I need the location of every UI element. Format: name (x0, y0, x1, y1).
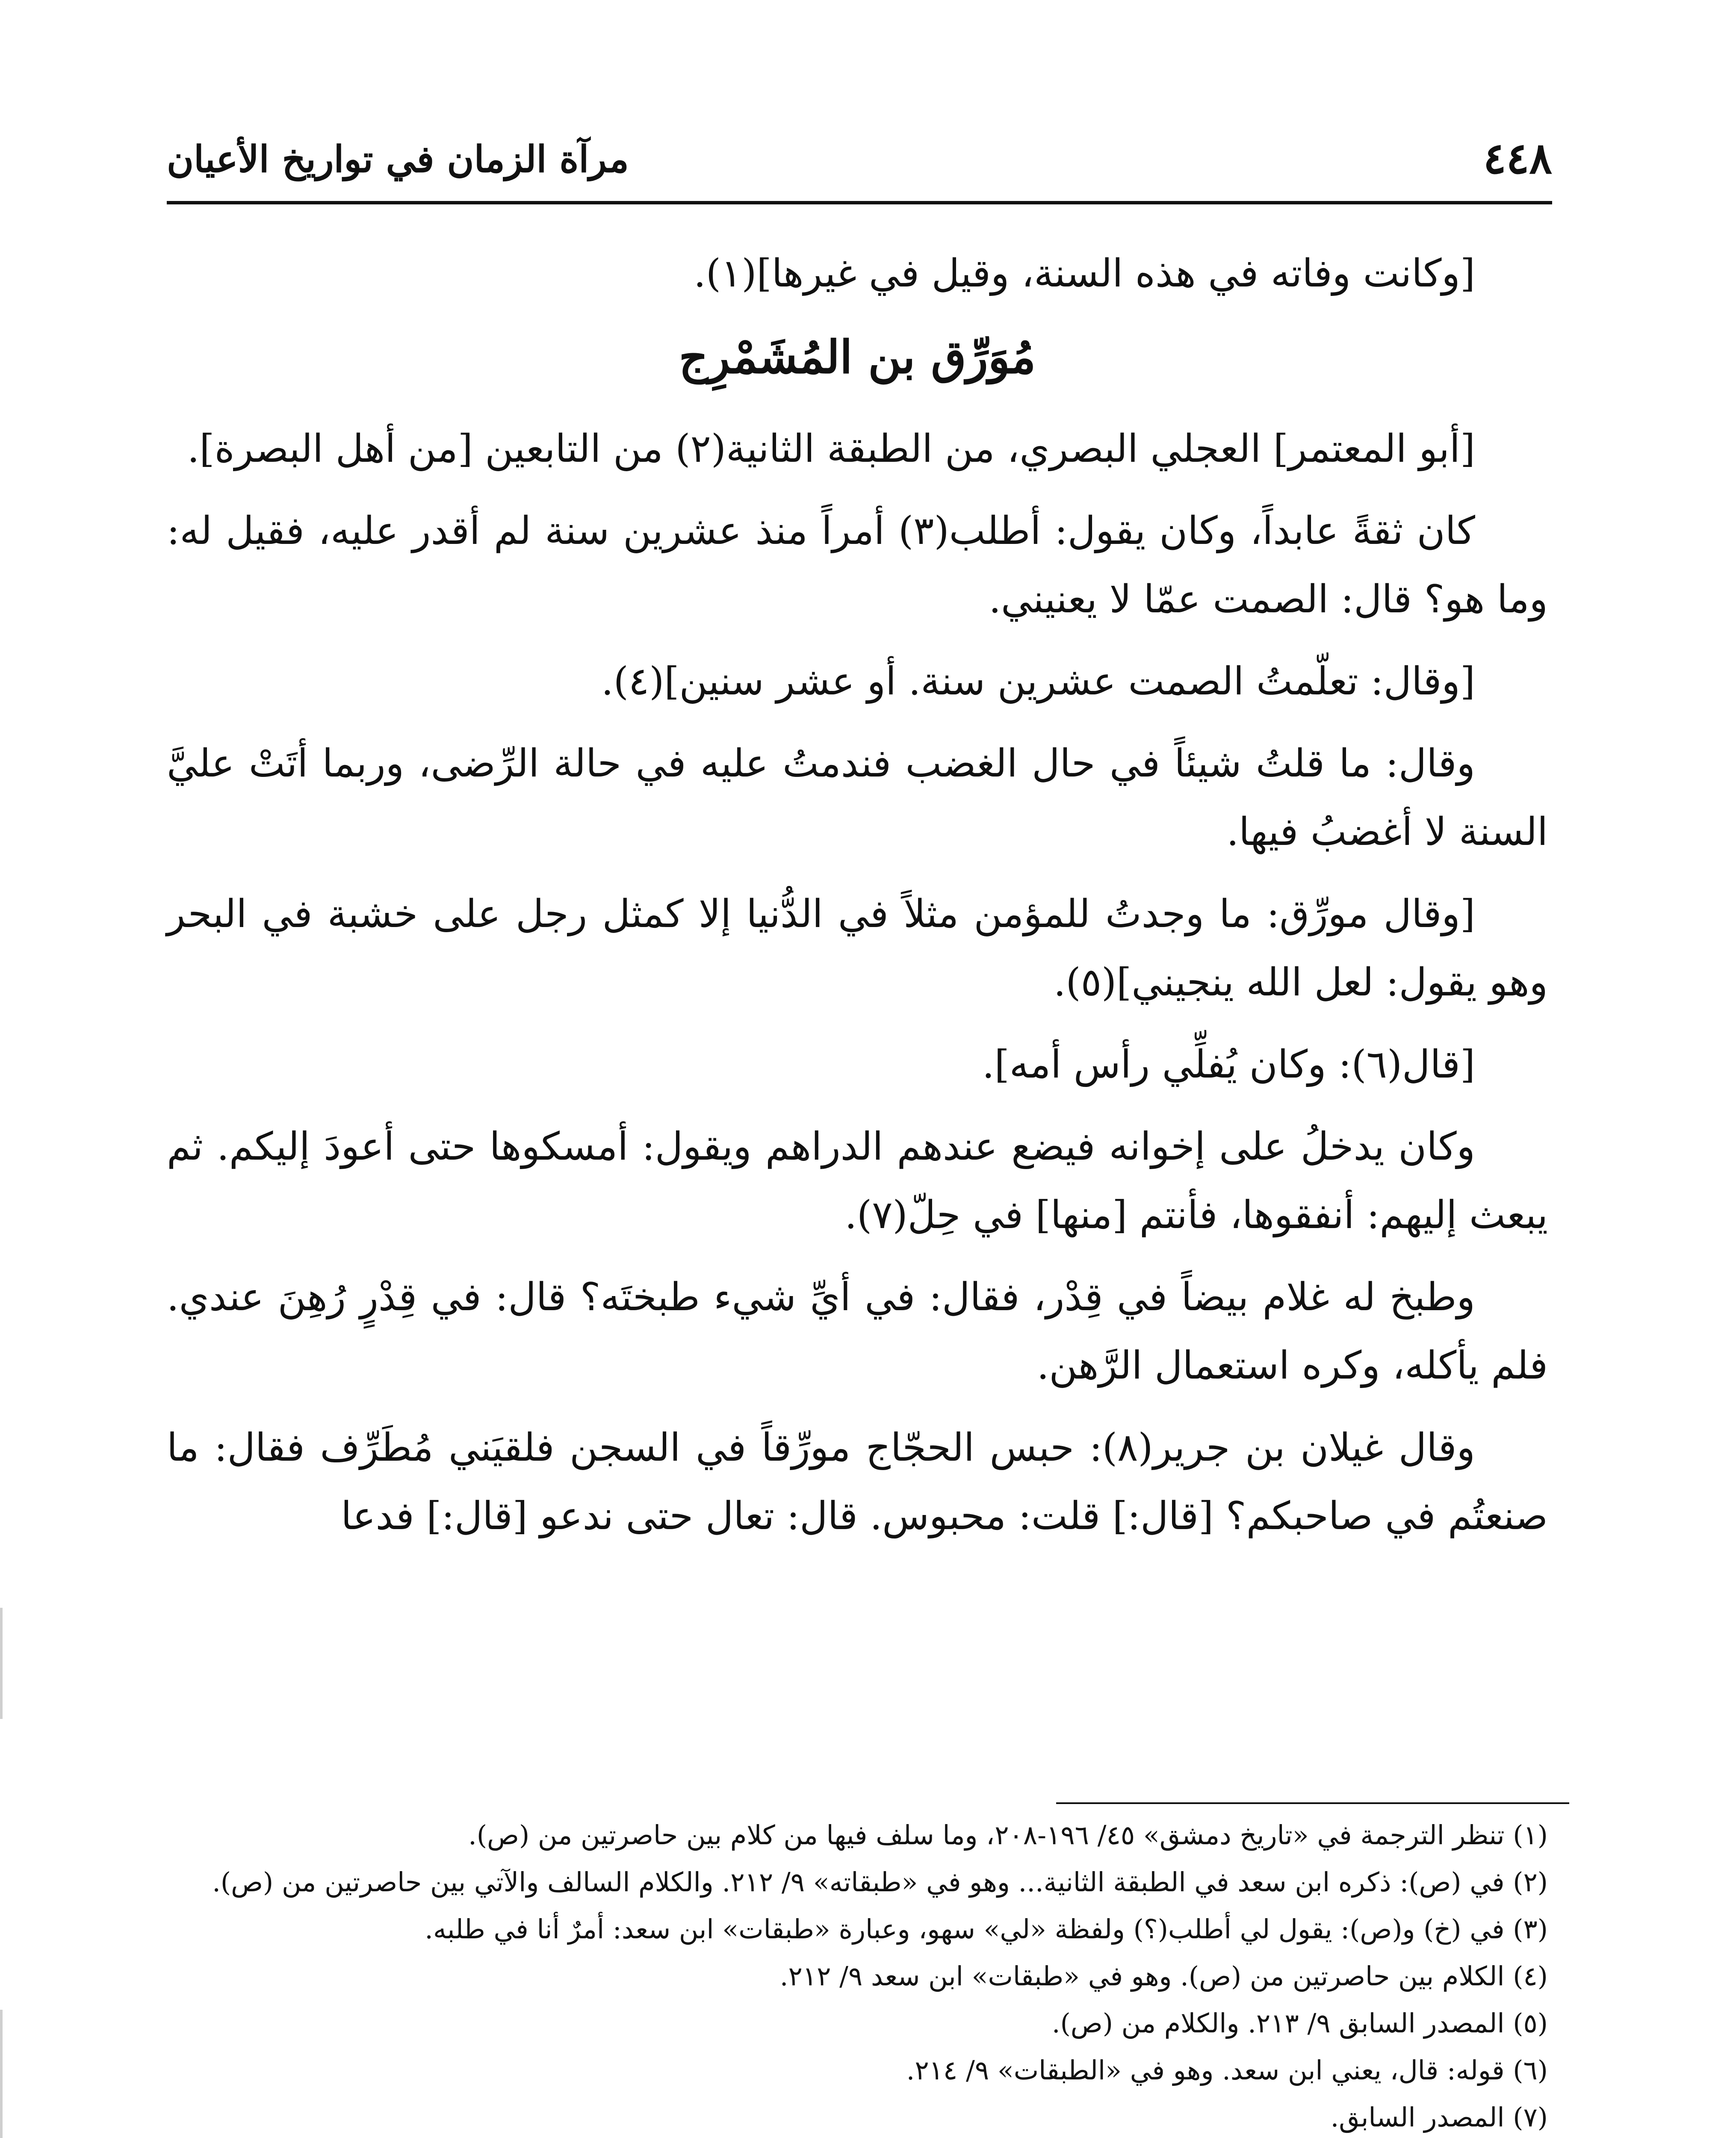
running-header (167, 128, 1552, 192)
main-text (167, 239, 1548, 1564)
scan-edge-mark (0, 2010, 3, 2138)
footnotes (167, 1813, 1548, 2138)
book-title: مرآة الزمان في تواريخ الأعيان (167, 138, 629, 181)
section-heading: مُوَرِّق بن المُشَمْرِج (679, 330, 1036, 384)
body-paragraph: [وقال مورِّق: ما وجدتُ للمؤمن مثلاً في الدُّنيا إلا كمثل رجل على خشبة في البحر وهو يقول: لعل الله ينجيني](٥). (167, 892, 1548, 1005)
header-rule (167, 201, 1552, 204)
scan-edge-mark (0, 1608, 3, 1719)
body-paragraph: [قال(٦): وكان يُفلِّي رأس أمه]. (982, 1042, 1475, 1087)
footnote: (١) تنظر الترجمة في «تاريخ دمشق» ٤٥/ ١٩٦-٢٠٨، وما سلف فيها من كلام بين حاصرتين من (ص). (468, 1819, 1548, 1851)
footnote: (٥) المصدر السابق ٩/ ٢١٣. والكلام من (ص). (1051, 2008, 1548, 2039)
body-paragraph: [وقال: تعلّمتُ الصمت عشرين سنة. أو عشر سنين](٤). (601, 659, 1475, 704)
body-paragraph: وكان يدخلُ على إخوانه فيضع عندهم الدراهم ويقول: أمسكوها حتى أعودَ إليكم. ثم يبعث إليهم: أنفقوها، فأنتم [منها] في حِلّ(٧). (167, 1124, 1548, 1237)
intro-paragraph: [وكانت وفاته في هذه السنة، وقيل في غيرها](١). (694, 251, 1475, 296)
footnote: (٢) في (ص): ذكره ابن سعد في الطبقة الثانية... وهو في «طبقاته» ٩/ ٢١٢. والكلام السالف والآتي بين حاصرتين من (ص). (212, 1866, 1548, 1898)
footnote-rule (1056, 1802, 1569, 1804)
footnote: (٣) في (خ) و(ص): يقول لي أطلب(؟) ولفظة «لي» سهو، وعبارة «طبقات» ابن سعد: أمرٌ أنا في طلبه. (425, 1914, 1548, 1945)
page-number: ٤٤٨ (1483, 133, 1552, 183)
body-paragraph: [أبو المعتمر] العجلي البصري، من الطبقة الثانية(٢) من التابعين [من أهل البصرة]. (187, 426, 1475, 471)
body-paragraph: كان ثقةً عابداً، وكان يقول: أطلب(٣) أمراً منذ عشرين سنة لم أقدر عليه، فقيل له: وما هو؟ قال: الصمت عمّا لا يعنيني. (167, 508, 1548, 622)
body-paragraph: وطبخ له غلام بيضاً في قِدْر، فقال: في أيِّ شيء طبختَه؟ قال: في قِدْرٍ رُهِنَ عندي. فلم يأكله، وكره استعمال الرَّهن. (167, 1275, 1548, 1388)
body-paragraph: وقال غيلان بن جرير(٨): حبس الحجّاج مورِّقاً في السجن فلقيَني مُطَرِّف فقال: ما صنعتُم في صاحبكم؟ [قال:] قلت: محبوس. قال: تعال حتى ندعو [قال:] فدعا (167, 1425, 1548, 1539)
footnote: (٦) قوله: قال، يعني ابن سعد. وهو في «الطبقات» ٩/ ٢١٤. (906, 2055, 1548, 2086)
body-paragraph: وقال: ما قلتُ شيئاً في حال الغضب فندمتُ عليه في حالة الرِّضى، وربما أتَتْ عليَّ السنة لا أغضبُ فيها. (167, 741, 1548, 854)
footnote: (٤) الكلام بين حاصرتين من (ص). وهو في «طبقات» ابن سعد ٩/ ٢١٢. (779, 1961, 1548, 1992)
footnote: (٧) المصدر السابق. (1330, 2102, 1548, 2133)
